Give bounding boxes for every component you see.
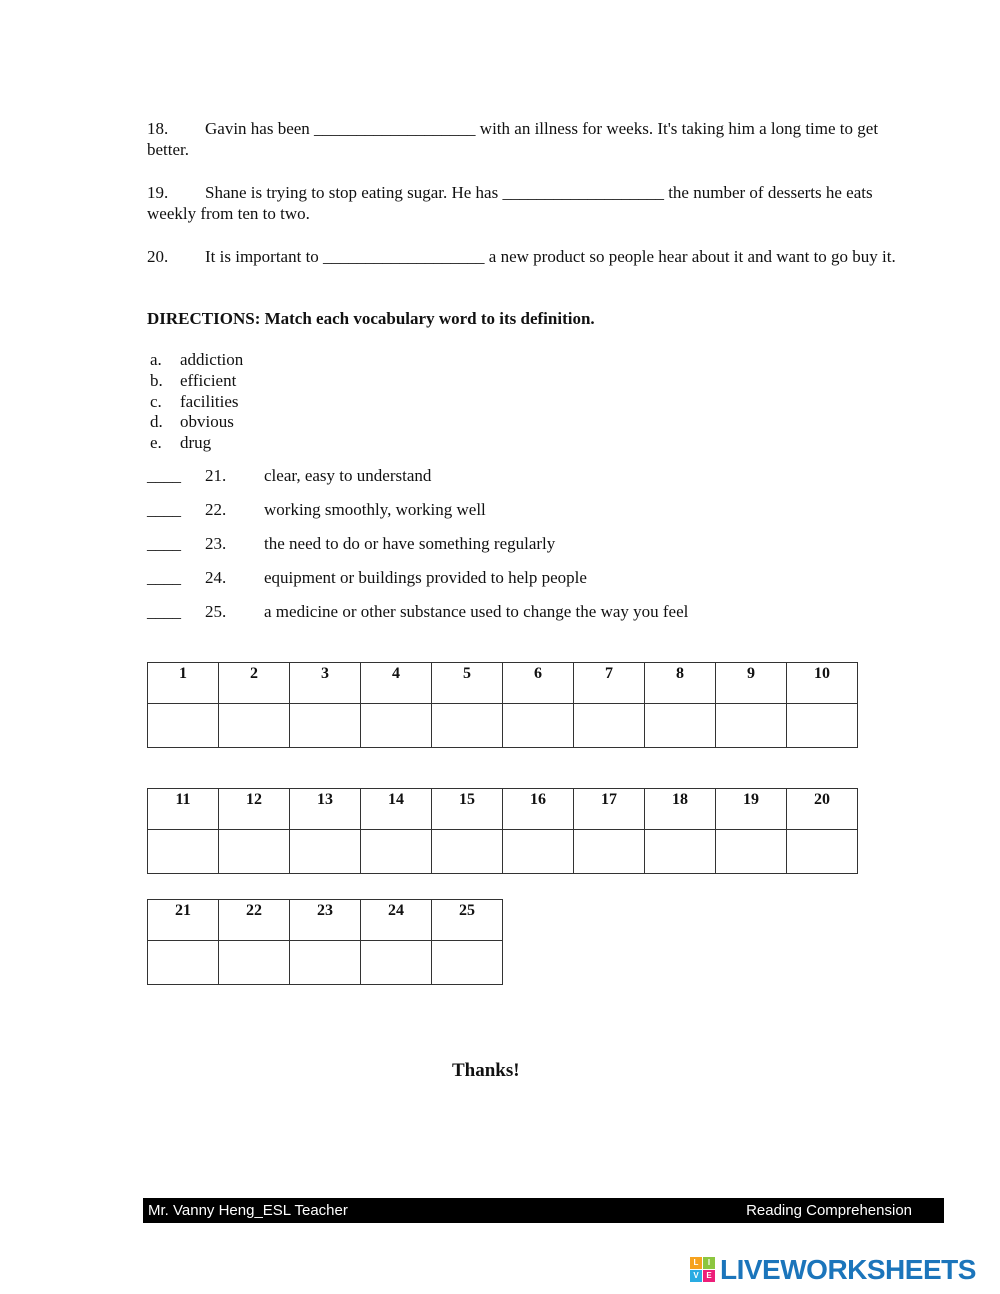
answer-number: 12 (219, 789, 290, 830)
answer-table-21-25 (147, 899, 503, 985)
answer-blank[interactable]: ____ (147, 602, 181, 621)
answer-cell[interactable] (290, 830, 361, 874)
answer-cell[interactable] (503, 704, 574, 748)
answer-table-1-10 (147, 662, 858, 748)
answer-number: 16 (503, 789, 574, 830)
page-footer (143, 1198, 944, 1223)
answer-cell[interactable] (787, 830, 858, 874)
answer-cell[interactable] (716, 704, 787, 748)
answer-cell[interactable] (290, 704, 361, 748)
answer-blank[interactable]: ____ (147, 466, 181, 485)
answer-cell[interactable] (290, 941, 361, 985)
answer-number: 23 (290, 900, 361, 941)
answer-number: 18 (645, 789, 716, 830)
answer-number: 17 (574, 789, 645, 830)
answer-number: 9 (716, 663, 787, 704)
answer-cell[interactable] (432, 704, 503, 748)
definition-24: ____ 24. equipment or buildings provided to help people (147, 568, 587, 587)
question-number: 18. (147, 119, 169, 138)
answer-cell[interactable] (574, 704, 645, 748)
answer-number: 15 (432, 789, 503, 830)
answer-cell[interactable] (148, 704, 219, 748)
list-item: a. addiction (150, 350, 244, 369)
answer-number: 7 (574, 663, 645, 704)
list-item: c. facilities (150, 391, 239, 411)
answer-cell[interactable] (148, 830, 219, 874)
question-text: Shane is trying to stop eating sugar. He has ___________________ the number of desserts he eats weekly from ten to two. (147, 183, 873, 223)
question-text: It is important to ___________________ a new product so people hear about it and want to go buy it. (205, 247, 896, 266)
answer-cell[interactable] (645, 830, 716, 874)
liveworksheets-logo (690, 1254, 976, 1286)
question-18 (147, 118, 907, 160)
answer-number: 11 (148, 789, 219, 830)
answer-cell[interactable] (716, 830, 787, 874)
answer-cell[interactable] (432, 830, 503, 874)
answer-number: 20 (787, 789, 858, 830)
list-item: b. efficient (150, 370, 237, 390)
answer-number: 21 (148, 900, 219, 941)
liveworksheets-logo-icon: L I V E (690, 1257, 716, 1283)
answer-number: 22 (219, 900, 290, 941)
answer-table-11-20 (147, 788, 858, 874)
answer-cell[interactable] (148, 941, 219, 985)
logo-text: LIVEWORKSHEETS (720, 1254, 976, 1285)
answer-number: 13 (290, 789, 361, 830)
answer-cell[interactable] (361, 830, 432, 874)
thanks-message: Thanks! (452, 1060, 520, 1081)
answer-blank[interactable]: ____ (147, 534, 181, 553)
footer-title: Reading Comprehension (746, 1202, 912, 1219)
answer-blank[interactable]: ____ (147, 500, 181, 519)
answer-cell[interactable] (219, 830, 290, 874)
answer-number: 1 (148, 663, 219, 704)
answer-number: 25 (432, 900, 503, 941)
answer-cell[interactable] (219, 704, 290, 748)
list-item: e. drug (150, 433, 212, 453)
footer-author: Mr. Vanny Heng_ESL Teacher (148, 1202, 348, 1219)
question-number: 19. (147, 183, 169, 202)
answer-cell[interactable] (432, 941, 503, 985)
answer-number: 8 (645, 663, 716, 704)
definition-25: ____ 25. a medicine or other substance used to change the way you feel (147, 602, 689, 621)
answer-number: 2 (219, 663, 290, 704)
answer-cell[interactable] (361, 704, 432, 748)
question-19 (147, 182, 907, 224)
answer-cell[interactable] (219, 941, 290, 985)
answer-number: 6 (503, 663, 574, 704)
answer-number: 24 (361, 900, 432, 941)
definition-23: ____ 23. the need to do or have something regularly (147, 534, 556, 553)
vocabulary-word-list (150, 350, 243, 454)
directions-heading: DIRECTIONS: Match each vocabulary word to its definition. (147, 309, 595, 328)
answer-number: 14 (361, 789, 432, 830)
definition-22: ____ 22. working smoothly, working well (147, 500, 486, 519)
answer-cell[interactable] (787, 704, 858, 748)
answer-number: 4 (361, 663, 432, 704)
question-20 (147, 246, 907, 267)
answer-number: 19 (716, 789, 787, 830)
answer-cell[interactable] (503, 830, 574, 874)
answer-number: 5 (432, 663, 503, 704)
answer-cell[interactable] (361, 941, 432, 985)
question-text: Gavin has been ___________________ with an illness for weeks. It's taking him a long time to get better. (147, 119, 879, 159)
answer-cell[interactable] (574, 830, 645, 874)
list-item: d. obvious (150, 412, 234, 432)
answer-cell[interactable] (645, 704, 716, 748)
answer-blank[interactable]: ____ (147, 568, 181, 587)
definition-21: ____ 21. clear, easy to understand (147, 466, 432, 485)
answer-number: 3 (290, 663, 361, 704)
answer-number: 10 (787, 663, 858, 704)
question-number: 20. (147, 247, 169, 266)
